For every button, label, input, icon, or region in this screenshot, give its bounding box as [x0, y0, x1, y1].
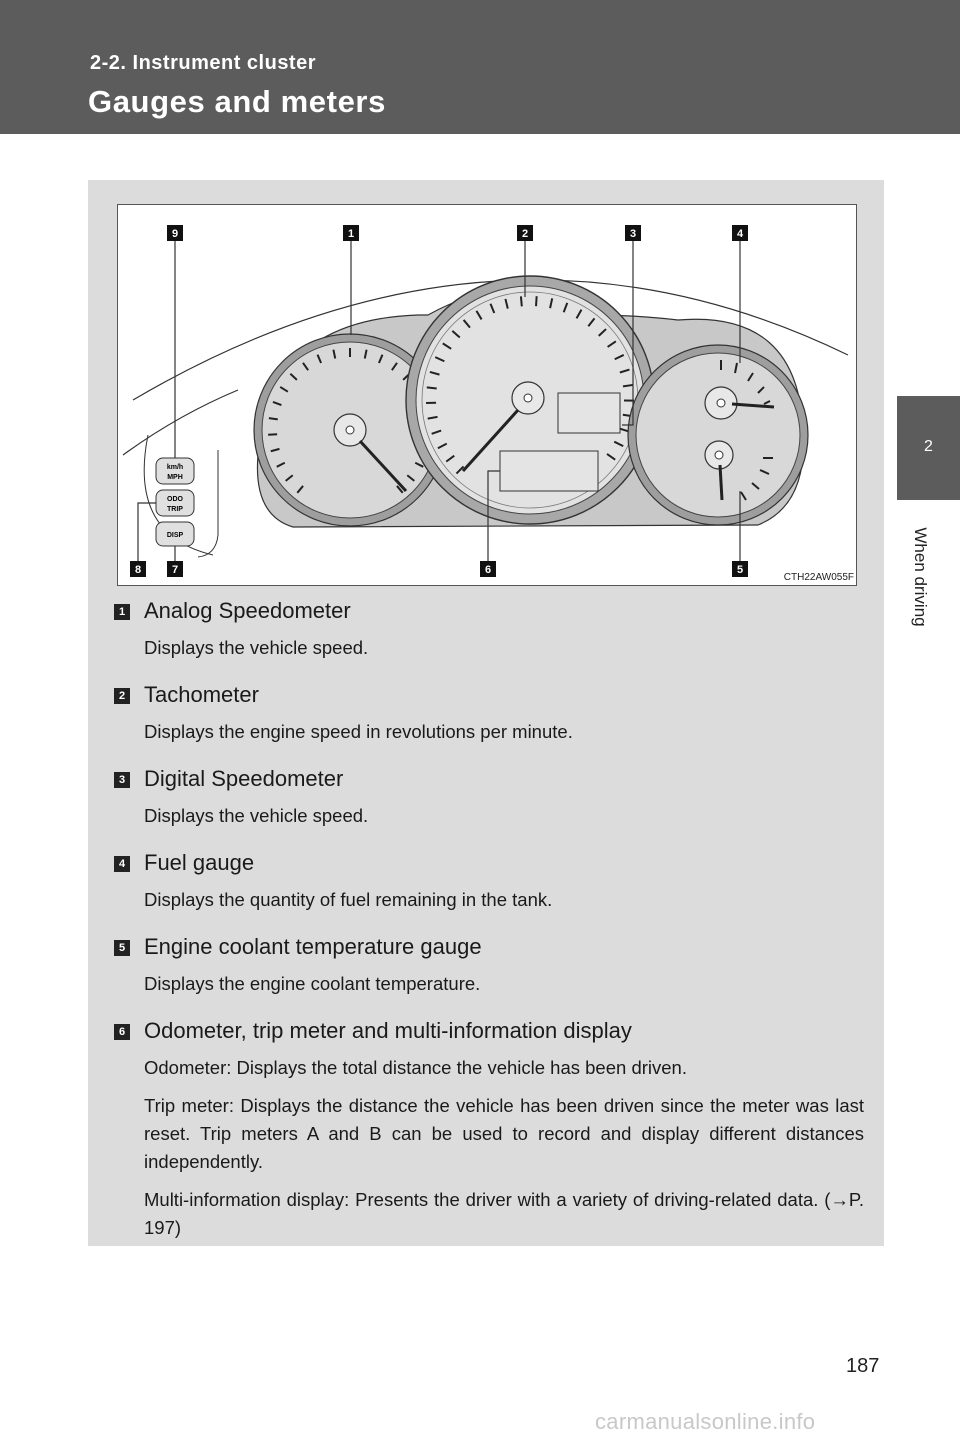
svg-text:MPH: MPH	[167, 474, 183, 481]
item-title: Engine coolant temperature gauge	[144, 934, 482, 959]
item-badge: 1	[114, 604, 130, 620]
km-mph-button[interactable]	[156, 458, 194, 484]
item-title: Analog Speedometer	[144, 598, 351, 623]
gauge-tick	[521, 296, 522, 306]
dash-outline-left	[123, 390, 238, 455]
disp-button[interactable]	[156, 522, 194, 546]
svg-text:2: 2	[521, 228, 529, 240]
callout-badge-5	[732, 561, 748, 577]
svg-text:DISP: DISP	[166, 532, 184, 539]
item-title: Digital Speedometer	[144, 766, 344, 791]
gauge-tick	[268, 434, 277, 435]
list-item	[112, 596, 864, 662]
item-title: Fuel gauge	[144, 850, 255, 875]
digital-speed-display	[558, 393, 620, 433]
list-item	[112, 932, 864, 998]
item-badge: 4	[114, 856, 130, 872]
item-badge: 2	[114, 688, 130, 704]
svg-text:km/h: km/h	[166, 464, 184, 471]
svg-text:4: 4	[736, 228, 744, 240]
svg-text:8: 8	[134, 564, 142, 576]
instrument-cluster-figure	[117, 204, 857, 586]
button-bezel-inner	[198, 450, 218, 557]
page-number: 187	[846, 1355, 880, 1377]
item-badge: 5	[114, 940, 130, 956]
item-description: Displays the engine speed in revolutions per minute.	[144, 721, 573, 742]
item-badge: 3	[114, 772, 130, 788]
chapter-tab-number: 2	[924, 438, 933, 455]
callout-badge-4	[732, 225, 748, 241]
item-description: Displays the vehicle speed.	[144, 805, 369, 826]
figure-code: CTH22AW055F	[783, 572, 854, 583]
svg-text:5: 5	[736, 564, 744, 576]
item-description: Odometer: Displays the total distance the vehicle has been driven.	[144, 1057, 687, 1078]
callout-badge-1	[343, 225, 359, 241]
item-description: Trip meter: Displays the distance the vehicle has been driven since the meter was last reset. Trip meters A and B can be used to record and display different distances independently.	[144, 1095, 864, 1172]
svg-text:1: 1	[347, 228, 355, 240]
tachometer	[406, 276, 654, 524]
gauge-description-list	[112, 596, 864, 1242]
svg-text:6: 6	[484, 564, 492, 576]
chapter-label-text: When driving	[911, 527, 930, 627]
chapter-tab[interactable]	[897, 396, 960, 500]
callout-badge-7	[167, 561, 183, 577]
item-description: Displays the quantity of fuel remaining in the tank.	[144, 889, 553, 910]
gauge-tick	[536, 296, 537, 306]
svg-text:7: 7	[171, 564, 179, 576]
fuel-temp-gauge	[628, 345, 808, 525]
callout-badge-9	[167, 225, 183, 241]
svg-text:3: 3	[629, 228, 637, 240]
gauge-tick	[427, 387, 437, 388]
item-title: Tachometer	[144, 682, 259, 707]
item-description: Multi-information display: Presents the driver with a variety of driving-related data. (→P. 197)	[144, 1189, 864, 1238]
callout-badge-3	[625, 225, 641, 241]
svg-text:9: 9	[171, 228, 179, 240]
temp-gauge-needle	[720, 465, 722, 500]
svg-text:ODO: ODO	[167, 496, 183, 503]
chapter-label	[892, 512, 948, 642]
instrument-cluster-illustration	[118, 205, 857, 586]
list-item	[112, 848, 864, 914]
callout-badge-8	[130, 561, 146, 577]
list-item	[112, 1016, 864, 1242]
item-description: Displays the engine coolant temperature.	[144, 973, 481, 994]
callout-badge-2	[517, 225, 533, 241]
odo-trip-button[interactable]	[156, 490, 194, 516]
item-badge: 6	[114, 1024, 130, 1040]
section-heading: 2-2. Instrument cluster	[90, 52, 317, 74]
watermark: carmanualsonline.info	[595, 1409, 816, 1434]
list-item	[112, 764, 864, 830]
multi-information-display	[500, 451, 598, 491]
item-description: Displays the vehicle speed.	[144, 637, 369, 658]
callout-badge-6	[480, 561, 496, 577]
page-header	[0, 0, 960, 134]
list-item	[112, 680, 864, 746]
page-title: Gauges and meters	[88, 84, 386, 119]
gauge-tick	[269, 418, 278, 419]
item-title: Odometer, trip meter and multi-information display	[144, 1018, 632, 1043]
svg-text:TRIP: TRIP	[167, 506, 183, 513]
